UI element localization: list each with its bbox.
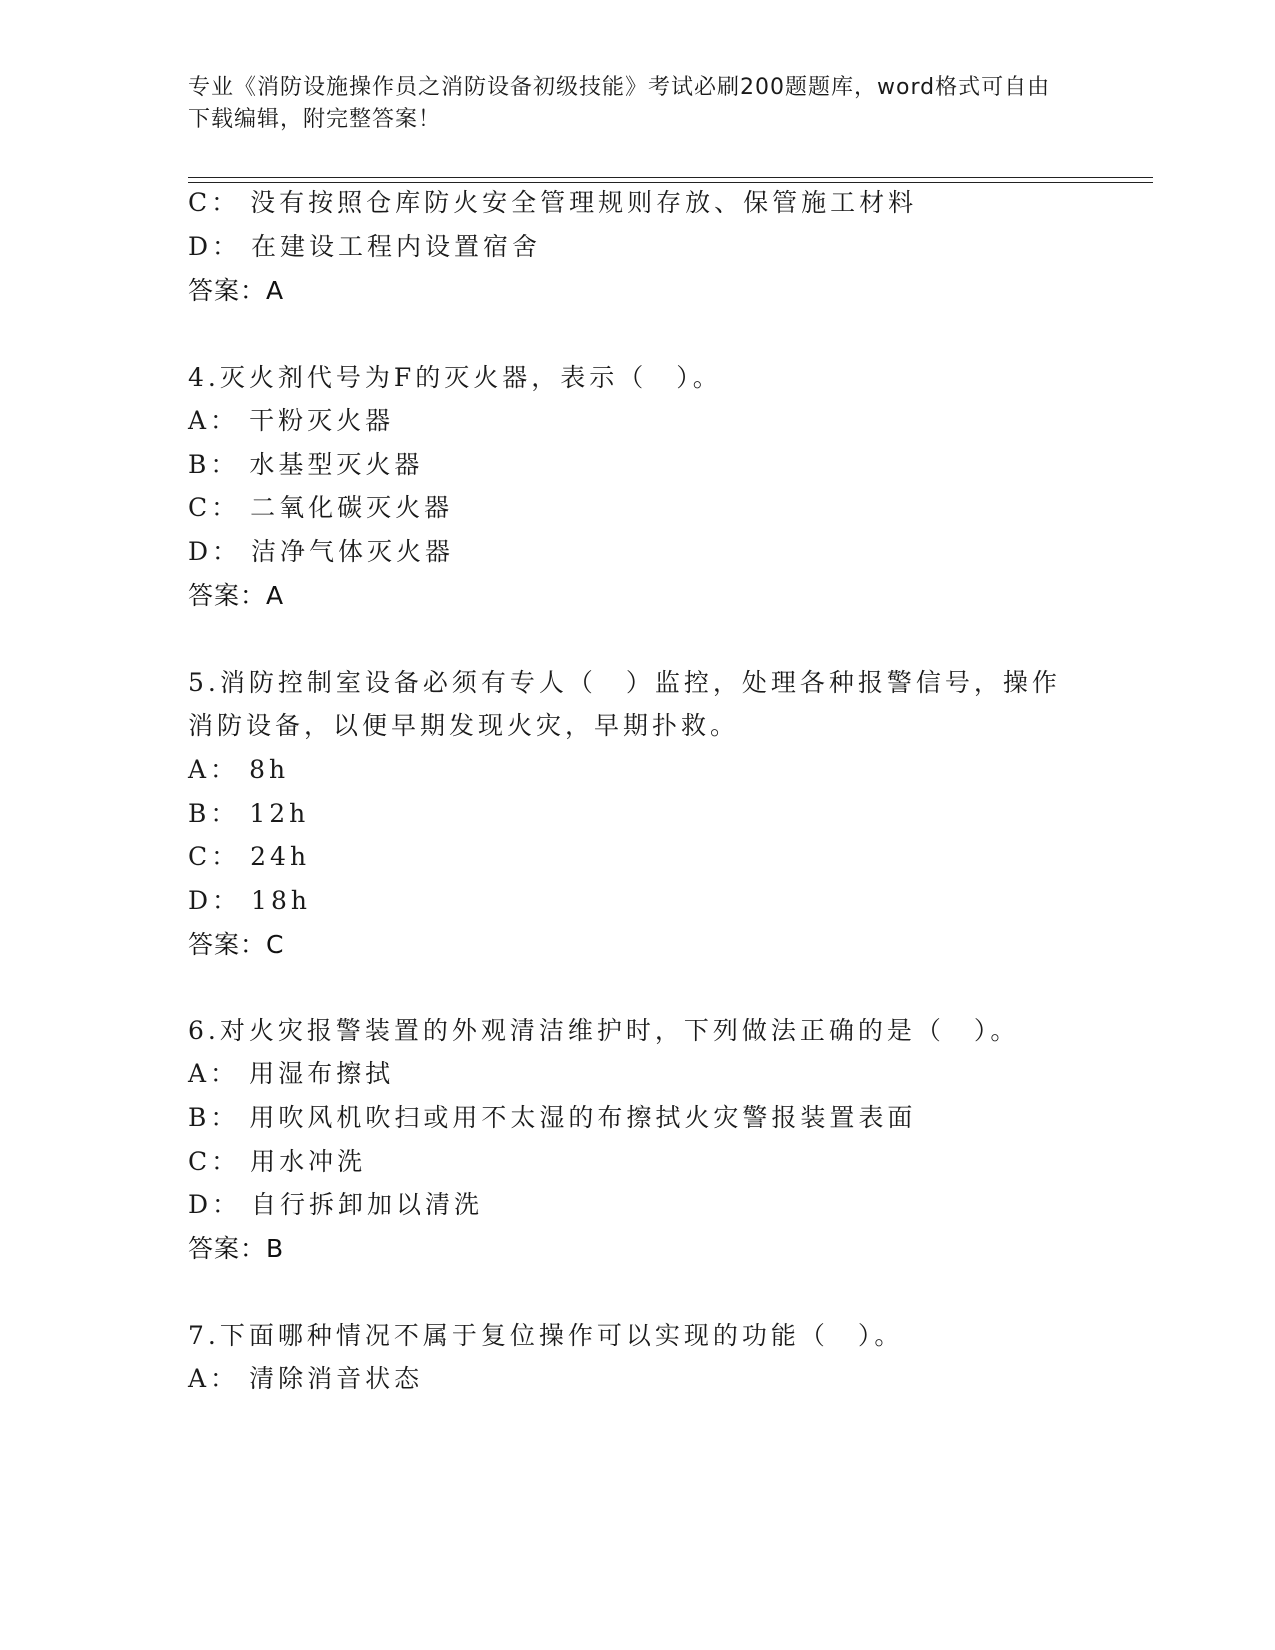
q4-option-a: A： 干粉灭火器 [188, 406, 395, 435]
q6-option-c: C： 用水冲洗 [188, 1147, 367, 1176]
header-rule-top [188, 177, 1153, 178]
q3-answer: 答案：A [188, 276, 285, 305]
q7-stem: 7.下面哪种情况不属于复位操作可以实现的功能（ ）。 [188, 1321, 904, 1350]
q7-option-a: A： 清除消音状态 [188, 1364, 424, 1393]
q4-option-d: D： 洁净气体灭火器 [188, 537, 455, 566]
q5-answer: 答案：C [188, 930, 285, 959]
q5-option-a: A： 8h [188, 755, 290, 784]
q5-stem-line1: 5.消防控制室设备必须有专人（ ）监控，处理各种报警信号，操作 [188, 668, 1061, 697]
q6-option-d: D： 自行拆卸加以清洗 [188, 1190, 484, 1219]
q6-option-a: A： 用湿布擦拭 [188, 1059, 395, 1088]
document-header: 专业《消防设施操作员之消防设备初级技能》考试必刷200题题库，word格式可自由下载编辑，附完整答案！ [188, 75, 1051, 132]
q5-option-d: D： 18h [188, 886, 311, 915]
q4-stem: 4.灭火剂代号为F的灭火器，表示（ ）。 [188, 363, 722, 392]
header-rule-bottom [188, 182, 1153, 183]
q6-answer: 答案：B [188, 1234, 285, 1263]
q6-option-b: B： 用吹风机吹扫或用不太湿的布擦拭火灾警报装置表面 [188, 1103, 917, 1132]
q4-answer: 答案：A [188, 581, 285, 610]
q5-stem-line2: 消防设备，以便早期发现火灾，早期扑救。 [188, 711, 740, 740]
q6-stem: 6.对火灾报警装置的外观清洁维护时，下列做法正确的是（ ）。 [188, 1016, 1020, 1045]
q5-option-c: C： 24h [188, 842, 311, 871]
q4-option-b: B： 水基型灭火器 [188, 450, 424, 479]
q4-option-c: C： 二氧化碳灭火器 [188, 493, 454, 522]
q3-option-c: C： 没有按照仓库防火安全管理规则存放、保管施工材料 [188, 188, 918, 217]
q3-option-d: D： 在建设工程内设置宿舍 [188, 232, 542, 261]
q5-option-b: B： 12h [188, 799, 310, 828]
